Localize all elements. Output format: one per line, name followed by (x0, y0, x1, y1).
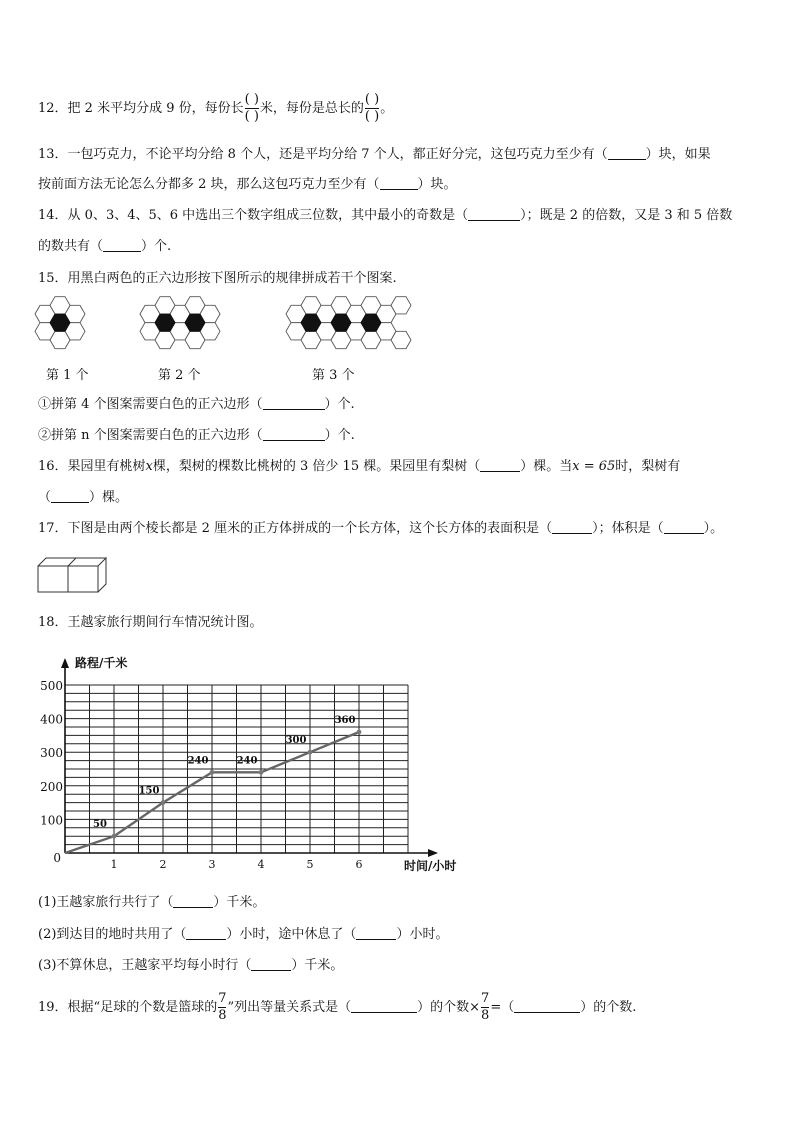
q19-frac2-den: 8 (481, 1008, 490, 1023)
q16-text-5: （ (38, 490, 52, 505)
y-tick-label: 300 (40, 746, 63, 761)
q15-sub-1-end: ）个. (324, 397, 355, 412)
data-point (112, 834, 117, 839)
q18-sub-1-end: ）千米。 (213, 895, 266, 910)
q19-text-3: ）的个数× (417, 1000, 481, 1015)
q17-text-1: 17．下图是由两个棱长都是 2 厘米的正方体拼成的一个长方体，这个长方体的表面积是（ (38, 521, 553, 536)
x-tick-label: 5 (306, 858, 314, 871)
q17-line (38, 519, 723, 539)
hexagon-patterns (0, 296, 794, 366)
q14-text-1b: ）；既是 2 的倍数，又是 3 和 5 倍数 (520, 208, 733, 223)
y-tick-label: 200 (40, 779, 63, 794)
q19-fraction-1 (218, 992, 226, 1023)
q16-text-4: 时，梨树有 (615, 459, 681, 474)
q19-text-4: =（ (490, 1000, 515, 1015)
q15-sub-1 (38, 395, 355, 415)
y-tick-label: 100 (40, 813, 63, 828)
q19-blank-2[interactable] (514, 999, 580, 1013)
q18-sub-2-text: (2)到达目的地时共用了（ (38, 927, 187, 942)
data-label: 240 (187, 755, 209, 767)
y-tick-label: 400 (40, 712, 63, 727)
q19-text-1: 19．根据“足球的个数是篮球的 (38, 1000, 218, 1015)
q12-frac2-den[interactable]: ( ) (364, 109, 380, 124)
x-axis-title: 时间/小时 (404, 859, 457, 873)
q16-line-2 (38, 488, 128, 508)
q19-text-2: ”列出等量关系式是（ (227, 1000, 352, 1015)
x-tick-label: 2 (159, 858, 167, 871)
q12-text-2: 米，每份是总长的 (259, 101, 364, 116)
pattern-3 (286, 297, 411, 349)
q15-title: 15．用黑白两色的正六边形按下图所示的规律拼成若干个图案. (38, 271, 397, 286)
q18-blank-1[interactable] (173, 894, 213, 908)
q17-blank-1[interactable] (552, 520, 592, 534)
data-point (259, 770, 264, 775)
q12-frac1-num[interactable]: ( ) (244, 92, 259, 107)
q15-sub-2-end: ）个. (324, 428, 355, 443)
q16-text-1: 16．果园里有桃树 (38, 459, 146, 474)
data-point (161, 800, 166, 805)
q18-blank-4[interactable] (251, 957, 291, 971)
q18-blank-2[interactable] (186, 926, 226, 940)
q13-blank-1[interactable] (608, 146, 646, 160)
q12-text-3: 。 (380, 101, 394, 116)
q15-sub-2-text: ②拼第 n 个图案需要白色的正六边形（ (38, 428, 263, 443)
q17-text-3: ）。 (703, 521, 724, 536)
pattern-2 (140, 297, 220, 349)
data-point (308, 750, 313, 755)
q16-text-3: ）棵。当 (520, 459, 573, 474)
x-tick-label: 4 (257, 858, 265, 871)
q13-blank-2[interactable] (380, 176, 418, 190)
q12-frac1-den[interactable]: ( ) (244, 109, 259, 124)
q14-line-1 (38, 206, 732, 226)
origin-label: 0 (53, 851, 61, 865)
y-axis-title: 路程/千米 (75, 656, 128, 670)
data-label: 150 (138, 785, 160, 797)
data-label: 300 (285, 735, 307, 747)
data-point (210, 770, 215, 775)
q17-text-2: ）；体积是（ (592, 521, 664, 536)
travel-line-chart (36, 650, 476, 875)
q18-sub-2 (38, 925, 448, 945)
q19-frac1-den: 8 (218, 1008, 227, 1023)
pattern-1-label: 第 1 个 (46, 368, 89, 383)
x-tick-label: 3 (208, 858, 216, 871)
q16-blank-2[interactable] (51, 489, 89, 503)
q13-line-1 (38, 145, 711, 165)
q14-text-2: 的数共有（ (38, 239, 104, 254)
q18-title: 18．王越家旅行期间行车情况统计图。 (38, 615, 263, 630)
q16-equation: x = 65 (572, 459, 616, 474)
q14-blank-2[interactable] (103, 238, 141, 252)
data-label: 50 (93, 819, 107, 831)
q14-text-1: 14．从 0、3、4、5、6 中选出三个数字组成三位数，其中最小的奇数是（ (38, 208, 469, 223)
data-label: 360 (334, 715, 356, 727)
q18-sub-3-end: ）千米。 (291, 958, 344, 973)
cuboid-figure (36, 556, 108, 594)
q18-sub-2-mid: ）小时，途中休息了（ (226, 927, 357, 942)
q19-frac1-num: 7 (218, 991, 227, 1006)
pattern-3-label: 第 3 个 (312, 368, 355, 383)
q16-line-1 (38, 457, 680, 477)
q17-blank-2[interactable] (664, 520, 704, 534)
q12-text-1: 12．把 2 米平均分成 9 份，每份长 (38, 101, 244, 116)
q19-blank-1[interactable] (351, 999, 417, 1013)
q18-sub-1 (38, 893, 265, 913)
q15-sub-2 (38, 426, 355, 446)
q19-fraction-2 (481, 992, 489, 1023)
q18-sub-2-end: ）小时。 (396, 927, 449, 942)
q16-text-6: ）棵。 (89, 490, 129, 505)
q14-text-2b: ）个. (141, 239, 172, 254)
q19-line (38, 988, 636, 1028)
q16-variable: x (145, 459, 153, 474)
q14-line-2 (38, 237, 171, 257)
q14-blank-1[interactable] (468, 207, 520, 221)
q15-blank-2[interactable] (263, 427, 325, 441)
q16-text-2: 棵，梨树的棵数比桃树的 3 倍少 15 棵。果园里有梨树（ (152, 459, 481, 474)
y-tick-label: 500 (40, 679, 63, 693)
q12-fraction-2[interactable] (365, 93, 379, 124)
q13-text-1: 13．一包巧克力，不论平均分给 8 个人，还是平均分给 7 个人，都正好分完，这包巧克力至少有（ (38, 147, 608, 162)
q18-sub-3 (38, 956, 343, 976)
y-axis-arrow-icon (61, 658, 69, 668)
data-point (357, 730, 362, 735)
x-axis-arrow-icon (428, 849, 438, 857)
q15-sub-1-text: ①拼第 4 个图案需要白色的正六边形（ (38, 397, 263, 412)
q13-line-2 (38, 175, 457, 195)
x-tick-label: 1 (110, 858, 118, 871)
x-tick-label: 6 (355, 858, 363, 871)
q19-text-5: ）的个数. (580, 1000, 637, 1015)
q13-text-2: 按前面方法无论怎么分都多 2 块，那么这包巧克力至少有（ (38, 177, 380, 192)
q15-blank-1[interactable] (263, 396, 325, 410)
q18-sub-1-text: (1)王越家旅行共行了（ (38, 895, 174, 910)
q12-fraction-1[interactable] (245, 93, 259, 124)
q13-text-1b: ）块，如果 (645, 147, 711, 162)
pattern-1 (35, 297, 85, 349)
q16-blank-1[interactable] (480, 458, 520, 472)
q12-frac2-num[interactable]: ( ) (364, 92, 380, 107)
q18-blank-3[interactable] (356, 926, 396, 940)
q13-text-2b: ）块。 (417, 177, 457, 192)
q18-sub-3-text: (3)不算休息，王越家平均每小时行（ (38, 958, 252, 973)
q12 (38, 92, 393, 126)
q19-frac2-num: 7 (481, 991, 490, 1006)
pattern-2-label: 第 2 个 (158, 368, 201, 383)
data-label: 240 (236, 755, 258, 767)
